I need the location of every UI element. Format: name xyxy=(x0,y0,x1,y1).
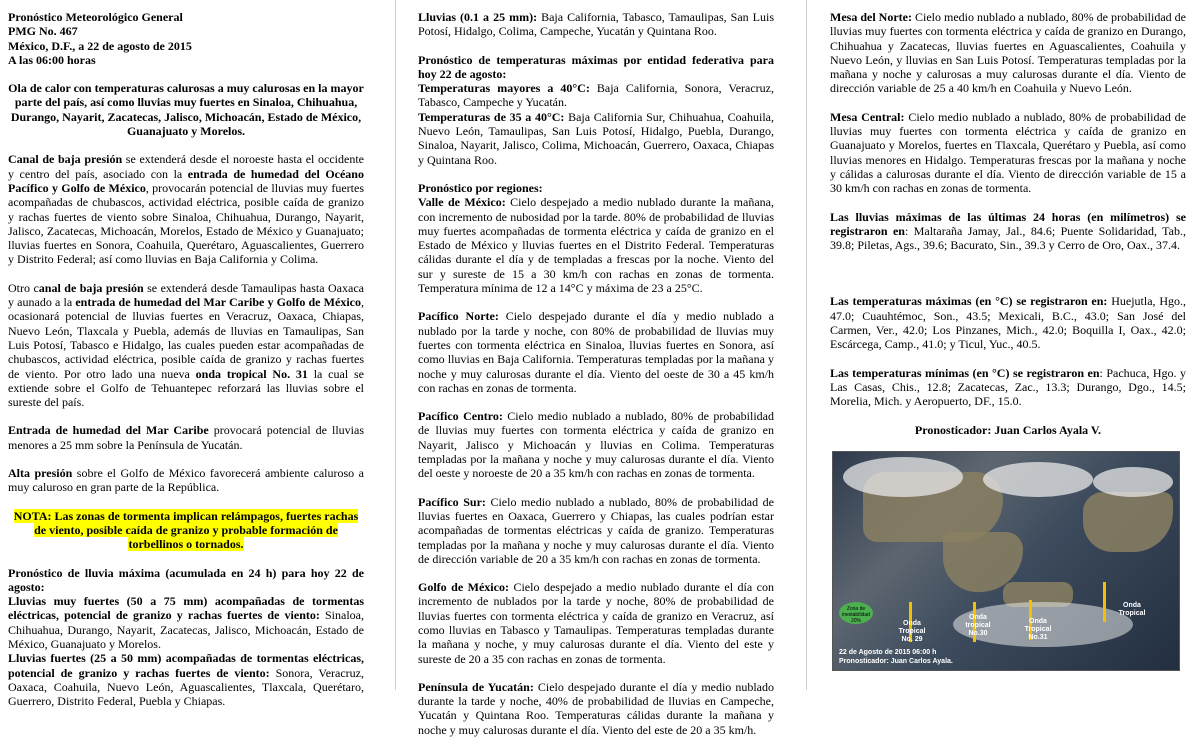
regions-title: Pronóstico por regiones: xyxy=(418,180,543,195)
region-valle-mexico: Valle de México: Cielo despejado a medio nublado durante la mañana, con incremento de nubosidad por la tarde. 80% de probabilidad de lluvias muy fuertes acompañadas de tormenta eléctrica y caída de granizo en el Estado de México y lluvias fuertes en el Distrito Federal. Temperaturas cálidas durante el día y de templadas a frescas por la noche. Viento del sur y sureste de 15 a 30 km/h con rachas en zonas de tormenta. Temperatura mínima de 12 a 14°C y máxima de 23 a 25°C. xyxy=(418,195,774,296)
rain-very-strong: Lluvias muy fuertes (50 a 75 mm) acompañadas de tormentas eléctricas, potencial de granizo y rachas fuertes de viento: Sinaloa, Chihuahua, Durango, Nayarit, Zacatecas, Jalisco, Michoacán, Estado de México, Guanajuato y Morelos. xyxy=(8,594,364,651)
map-cloud xyxy=(843,457,963,497)
header-title: Pronóstico Meteorológico General xyxy=(8,10,183,24)
temp-above-40: Temperaturas mayores a 40°C: Baja California, Sonora, Veracruz, Tabasco, Campeche y Yucatán. xyxy=(418,81,775,110)
region-pacifico-centro: Pacífico Centro: Cielo medio nublado a nublado, 80% de probabilidad de lluvias muy fuertes con tormenta eléctrica y caída de granizo en Nayarit, Jalisco y Michoacán y lluvias en Colima. Temperaturas templadas por la mañana y noche y muy calurosas durante el día. Viento del oeste y noroeste de 20 a 35 km/h con rachas en zonas de tormenta. xyxy=(418,409,774,481)
paragraph-low-pressure-1: Canal de baja presión se extenderá desde el noroeste hasta el occidente y centro del país, asociado con la entrada de humedad del Océano Pacífico y Golfo de México, provocarán potencial de lluvias muy fuertes acompañadas de chubascos, actividad eléctrica, posible caída de granizo y rachas fuertes de viento sobre Sinaloa, Chihuahua, Durango, Nayarit, Jalisco, Zacatecas, Michoacán, Morelos, Estado de México y Guanajuato; lluvias fuertes en Sonora, Coahuila, Querétaro, Aguascalientes, Guerrero y Distrito Federal; así como lluvias en Baja California y Colima. xyxy=(8,152,364,267)
tropical-wave-east-label: Onda Tropical xyxy=(1118,601,1146,617)
map-landmass xyxy=(1083,492,1173,552)
storm-note: NOTA: Las zonas de tormenta implican relámpagos, fuertes rachas de viento, posible caída de granizo y probable formación de torbellinos o tornados. xyxy=(13,508,359,552)
header-date: México, D.F., a 22 de agosto de 2015 xyxy=(8,38,192,53)
forecaster-name: Pronosticador: Juan Carlos Ayala V. xyxy=(914,422,1102,437)
tropical-wave-30-label: Onda tropical No.30 xyxy=(965,613,991,637)
tropical-wave-east xyxy=(1103,582,1106,622)
region-pacifico-norte: Pacífico Norte: Cielo despejado durante el día y medio nublado a nublado por la tarde y noche, con 80% de probabilidad de lluvias muy fuertes con tormenta eléctrica en Sinaloa, lluvias fuertes en Sonora, así como lluvias en Baja California. Temperaturas templadas por la mañana y noche y muy calurosas durante el día. Viento del oeste de 30 a 45 km/h con rachas en zonas de tormenta. xyxy=(418,309,774,395)
column-divider xyxy=(806,0,807,690)
map-caption-date: 22 de Agosto de 2015 06:00 h xyxy=(839,648,937,656)
temp-35-40: Temperaturas de 35 a 40°C: Baja California Sur, Chihuahua, Coahuila, Nuevo León, Tamaulipas, San Luis Potosí, Hidalgo, Puebla, Durango, Sinaloa, Nayarit, Jalisco, Colima, Michoacán, Guerrero, Oaxaca, Chiapas y Quintana Roo. xyxy=(418,109,774,167)
header-time: A las 06:00 horas xyxy=(8,52,96,67)
region-mesa-norte: Mesa del Norte: Cielo medio nublado a nublado, 80% de probabilidad de lluvias muy fuertes con tormenta eléctrica y caída de granizo en Durango, Chihuahua y Zacatecas, lluvias fuertes en Aguascalientes, Coahuila y Nuevo León, y lluvias en San Luis Potosí. Temperaturas templadas por la mañana y noche y calurosas a muy calurosas durante el día. Viento de dirección variable de 25 a 40 km/h en Coahuila y Nuevo León. xyxy=(830,10,1186,96)
paragraph-low-pressure-2: Otro canal de baja presión se extenderá desde Tamaulipas hasta Oaxaca y aunado a la entrada de humedad del Mar Caribe y Golfo de México, ocasionará potencial de lluvias fuertes en Veracruz, Oaxaca, Chiapas, Nuevo León, Tlaxcala y Puebla, además de lluvias en Tamaulipas, San Luis Potosí, Tabasco e Hidalgo, las cuales pueden estar acompañadas de chubascos, actividad eléctrica, posible caída de granizo y rachas fuertes de viento. Por otro lado una nueva onda tropical No. 31 la cual se extiende sobre el Golfo de Tehuantepec reforzará las lluvias sobre el sureste del país. xyxy=(8,280,364,410)
instability-zone-marker: Zona de inestabilidad 20% xyxy=(839,602,873,624)
map-cloud xyxy=(983,462,1093,497)
observed-min-temp: Las temperaturas mínimas (en °C) se registraron en: Pachuca, Hgo. y Las Casas, Chis., 12.8; Zacatecas, Zac., 13.3; Durango, Dgo., 14.5; Morelia, Mich. y Aeropuerto, DF., 15.0. xyxy=(830,365,1186,409)
temp-forecast-title: Pronóstico de temperaturas máximas por entidad federativa para hoy 22 de agosto: xyxy=(418,52,774,81)
bulletin-header xyxy=(8,10,364,67)
rain-forecast-title: Pronóstico de lluvia máxima (acumulada en 24 h) para hoy 22 de agosto: xyxy=(8,565,364,594)
tropical-wave-31-label: Onda Tropical No.31 xyxy=(1024,617,1052,641)
region-golfo-mexico: Golfo de México: Cielo despejado a medio nublado durante el día con incremento de nublados por la tarde y noche, 80% de probabilidad de lluvias fuertes con tormenta eléctrica y caída de granizo en Veracruz, así como lluvias en Tabasco y Tamaulipas. Temperaturas templadas durante la mañana y noche, y muy calurosas durante el día. Viento del este y sureste de 20 a 35 con rachas en zonas de tormenta. xyxy=(418,580,774,666)
map-cloud xyxy=(1093,467,1173,497)
map-caption xyxy=(839,648,953,666)
observed-max-temp: Las temperaturas máximas (en °C) se registraron en: Huejutla, Hgo., 47.0; Cuauhtémoc, Son., 43.5; Mexicali, B.C., 43.0; San José del Carmen, Ver., 42.0; Los Pinzanes, Mich., 42.0; Boquilla I, Oax., 42.0; Escárcega, Camp., 41.0; y Ticul, Yuc., 40.5. xyxy=(830,294,1186,352)
region-mesa-central: Mesa Central: Cielo medio nublado a nublado, 80% de probabilidad de lluvias muy fuertes con tormenta eléctrica y caída de granizo en Guanajuato y Morelos, fuertes en Tlaxcala, Querétaro y Puebla, así como lluvias menores en Hidalgo. Temperaturas frescas por la mañana y noche y cálidas a calurosas durante el día. Viento de dirección variable de 15 a 30 km/h con rachas en zonas de tormenta. xyxy=(830,109,1187,196)
map-caption-author: Pronosticador: Juan Carlos Ayala. xyxy=(839,657,953,665)
satellite-map-image xyxy=(832,451,1180,671)
paragraph-high-pressure: Alta presión sobre el Golfo de México favorecerá ambiente caluroso a muy caluroso en gran parte de la República. xyxy=(8,466,364,495)
column-3 xyxy=(830,10,1186,671)
region-pacifico-sur: Pacífico Sur: Cielo medio nublado a nublado, 80% de probabilidad de lluvias fuertes en Oaxaca, Guerrero y Chiapas, las cuales podrían estar acompañadas de tormentas eléctricas y caída de granizo. Temperaturas templadas por la mañana y noche y muy calurosas durante el día. Viento de dirección variable de 20 a 35 km/h con rachas en zonas de tormenta. xyxy=(418,494,774,566)
headline: Ola de calor con temperaturas calurosas a muy calurosas en la mayor parte del país, así como lluvias muy fuertes en Sinaloa, Chihuahua, Durango, Nayarit, Zacatecas, Jalisco, Michoacán, Estado de México, Guanajuato y Morelos. xyxy=(8,81,364,139)
rain-strong: Lluvias fuertes (25 a 50 mm) acompañadas de tormentas eléctricas, potencial de granizo y rachas fuertes de viento: Sonora, Veracruz, Oaxaca, Coahuila, Nuevo León, Aguascalientes, Tlaxcala, Querétaro, Guerrero, Distrito Federal, Puebla y Chiapas. xyxy=(8,651,364,709)
column-2 xyxy=(418,10,774,751)
region-peninsula-yucatan: Península de Yucatán: Cielo despejado durante el día y medio nublado durante la tarde y noche, 40% de probabilidad de lluvias en Campeche, Yucatán y Quintana Roo. Temperaturas cálidas durante la mañana y noche y muy calurosas durante el día. Viento del este de 20 a 35 km/h. xyxy=(418,679,774,737)
tropical-wave-29-label: Onda Tropical No. 29 xyxy=(898,619,926,643)
column-divider xyxy=(395,0,396,690)
header-number: PMG No. 467 xyxy=(8,24,78,39)
paragraph-caribbean-moisture: Entrada de humedad del Mar Caribe provocará potencial de lluvias menores a 25 mm sobre la Península de Yucatán. xyxy=(8,423,364,452)
rain-light: Lluvias (0.1 a 25 mm): Baja California, Tabasco, Tamaulipas, San Luis Potosí, Hidalgo, Colima, Campeche, Yucatán y Quintana Roo. xyxy=(418,10,775,39)
observed-max-rain: Las lluvias máximas de las últimas 24 horas (en milímetros) se registraron en: Maltaraña Jamay, Jal., 84.6; Puente Solidaridad, Tab., 39.8; Piletas, Ags., 39.6; Bacurato, Sin., 39.3 y Cerro de Oro, Oax., 37.4. xyxy=(830,209,1186,253)
column-1 xyxy=(8,10,364,708)
